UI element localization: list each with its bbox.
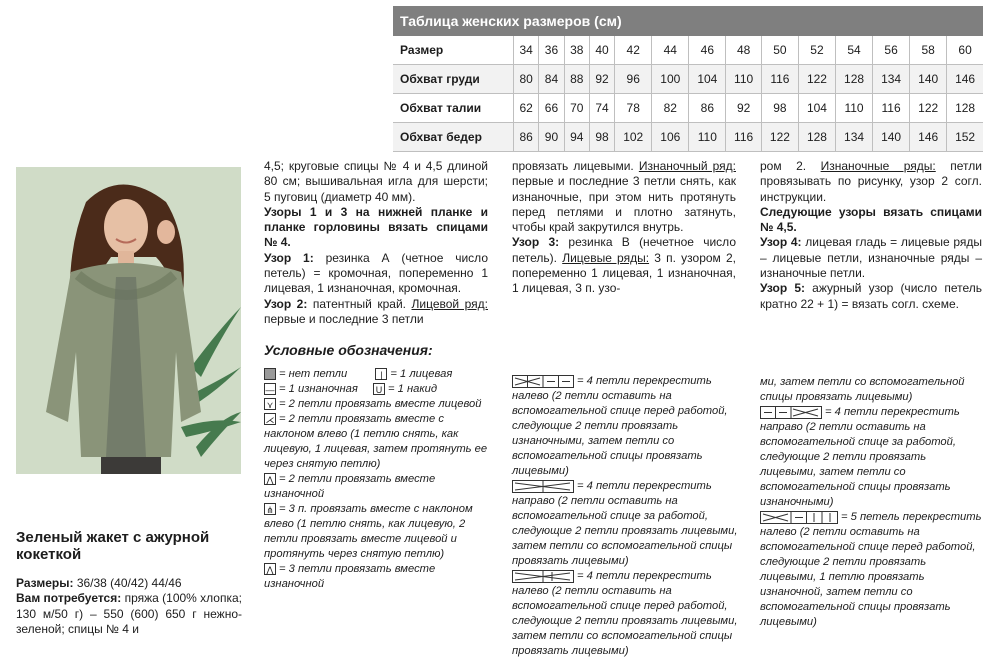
legend-text: = 4 петли перекрестить направо (2 петли оставить на вспомогательной спице за работой, следующие 2 петли провязать лицевыми, затем петли со вспомогательной спицы провязать изнаночными) [760, 406, 960, 508]
knit-row-label: Лицевой ряд: [411, 296, 488, 311]
materials-continued: 4,5; круговые спицы № 4 и 4,5 длиной 80 см; вышивальная игла для шерсти; 5 пуговиц (диаметр 40 мм). [264, 159, 488, 204]
size-table-cell: 92 [726, 94, 762, 123]
size-table-cell: 48 [726, 36, 762, 65]
size-table-cell: 84 [539, 65, 564, 94]
legend-text: = 2 петли провязать вместе с наклоном влево (1 петлю снять, как лицевую, 1 лицевая, затем протянуть ее через снятую петлю) [264, 413, 488, 470]
knit-icon: | [375, 368, 387, 380]
purl-icon: — [265, 385, 275, 396]
cable-5-left-icon [760, 511, 838, 524]
size-table-cell: 62 [514, 94, 539, 123]
legend-column-1 [264, 367, 492, 592]
pattern-3-continued [760, 159, 982, 205]
pattern-2-cont-text-2: первые и последние 3 петли снять, как изнаночные, при этом нить протянуть перед петлями и плотно затянуть, чтобы край закрутился внутрь. [512, 174, 736, 235]
size-table-cell: 116 [761, 65, 798, 94]
sizes-label: Размеры: [16, 576, 74, 590]
size-table-row-label: Обхват бедер [393, 123, 514, 152]
size-table-cell: 50 [761, 36, 798, 65]
instructions-column-2 [512, 159, 736, 297]
legend-row-cable-5 [760, 510, 982, 630]
materials-value: пряжа (100% хлопка; 130 м/50 г) – 550 (600) 650 г нежно-зеленой; спицы № 4 и [16, 591, 242, 636]
legend-continued-text: ми, затем петли со вспомогательной спицы провязать лицевыми) [760, 376, 965, 403]
pattern-3-cont-text-2: петли провязывать по рисунку, узор 2 согл. инструкции. [760, 159, 982, 204]
size-table-cell: 40 [589, 36, 614, 65]
size-table-cell: 102 [615, 123, 652, 152]
no-stitch-icon [264, 368, 276, 380]
size-table-row [393, 65, 983, 94]
cable-2-2-left-purl-icon [512, 375, 574, 388]
yarn-over-icon: U [373, 383, 385, 395]
legend-text: = 3 петли провязать вместе изнаночной [264, 563, 436, 590]
sizes-value: 36/38 (40/42) 44/46 [76, 576, 182, 590]
pattern-4-label: Узор 4: [760, 235, 802, 250]
size-table-cell: 54 [836, 36, 873, 65]
purl-rows-label: Изнаночные ряды: [820, 159, 936, 173]
size-table-cell: 36 [539, 36, 564, 65]
legend-column-2 [512, 374, 738, 659]
pattern-3-text [512, 235, 736, 296]
size-table-cell: 104 [689, 65, 726, 94]
ssk-icon: ⋌ [265, 415, 275, 426]
size-table-cell: 46 [689, 36, 726, 65]
model-photo [16, 167, 241, 474]
size-table-cell: 104 [798, 94, 835, 123]
size-table-cell: 74 [589, 94, 614, 123]
pattern-2-desc-2: первые и последние 3 петли [264, 311, 424, 326]
materials-label: Вам потребуется: [16, 591, 122, 606]
materials-line [16, 591, 242, 637]
size-table-cell: 44 [652, 36, 689, 65]
size-table-cell: 110 [689, 123, 726, 152]
legend-row-ssk [264, 412, 492, 472]
pattern-2-label: Узор 2: [264, 296, 308, 311]
size-table-cell: 140 [910, 65, 947, 94]
size-table-cell: 116 [873, 94, 910, 123]
size-table-cell: 86 [689, 94, 726, 123]
size-table-cell: 58 [910, 36, 947, 65]
size-table-row-label: Размер [393, 36, 514, 65]
legend-row-cable-right-purl [760, 405, 982, 510]
patterns-1-3-note: Узоры 1 и 3 на нижней планке и планке горловины вязать спицами № 4. [264, 204, 488, 250]
size-table-cell: 140 [873, 123, 910, 152]
size-table-row-label: Обхват груди [393, 65, 514, 94]
size-table-row-label: Обхват талии [393, 94, 514, 123]
legend-text: = 2 петли провязать вместе лицевой [279, 398, 482, 410]
size-table-cell: 134 [836, 123, 873, 152]
size-table-cell: 106 [652, 123, 689, 152]
pattern-5-text [760, 281, 982, 312]
size-table-cell: 42 [615, 36, 652, 65]
legend-row-cable-left-purl [512, 374, 738, 479]
legend-row-p3tog [264, 562, 492, 592]
size-table-cell: 100 [652, 65, 689, 94]
pattern-2-cont-text: провязать лицевыми. [512, 159, 634, 173]
size-table-cell: 78 [615, 94, 652, 123]
size-table-cell: 110 [836, 94, 873, 123]
legend-text: = 1 лицевая [390, 368, 453, 380]
size-table-title: Таблица женских размеров (см) [393, 6, 983, 36]
size-table-cell: 82 [652, 94, 689, 123]
p2tog-icon: ⋀ [264, 473, 276, 485]
legend-row-cable-right [512, 479, 738, 569]
pattern-2-continued [512, 159, 736, 235]
article-info [16, 576, 242, 637]
legend-row-cable-left [512, 569, 738, 659]
size-table-cell: 122 [910, 94, 947, 123]
size-table-cell: 88 [564, 65, 589, 94]
size-table-cell: 128 [798, 123, 835, 152]
pattern-2-text [264, 297, 488, 328]
pattern-5-label: Узор 5: [760, 281, 805, 296]
legend-row-k2tog [264, 397, 492, 412]
size-table-cell: 90 [539, 123, 564, 152]
pattern-3-desc: резинка В (нечетное число петель). [512, 235, 736, 265]
size-table-cell: 134 [873, 65, 910, 94]
size-table-cell: 56 [873, 36, 910, 65]
pattern-1-desc: резинка А (четное число петель) = кромочная, попеременно 1 лицевая, 1 изнаночная, кромочная. [264, 250, 488, 296]
legend-row-purl [264, 382, 492, 397]
legend-text: = 2 петли провязать вместе изнаночной [264, 473, 436, 500]
article-title: Зеленый жакет с ажурной кокеткой [16, 529, 210, 563]
pattern-5-desc: ажурный узор (число петель кратно 22 + 1) = вязать согл. схеме. [760, 281, 982, 311]
size-table [393, 6, 983, 152]
pattern-1-label: Узор 1: [264, 250, 314, 265]
size-table-cell: 92 [589, 65, 614, 94]
cable-2-2-right-icon [512, 480, 574, 493]
legend-text: = 4 петли перекрестить налево (2 петли оставить на вспомогательной спице перед работой, следующие 2 петли провязать изнаночными, затем петли со вспомогательной спицы провязать лицевыми) [512, 375, 728, 477]
sk2p-icon: ⋔ [264, 503, 276, 515]
size-table-cell: 34 [514, 36, 539, 65]
size-table-cell: 146 [910, 123, 947, 152]
pattern-4-desc: лицевая гладь = лицевые ряды – лицевые петли, изнаночные ряды – изнаночные петли. [760, 235, 982, 281]
size-table-cell: 80 [514, 65, 539, 94]
size-table-cell: 52 [798, 36, 835, 65]
size-table-cell: 66 [539, 94, 564, 123]
size-table-cell: 152 [947, 123, 983, 152]
sizes-line [16, 576, 242, 591]
legend-row-sk2p [264, 502, 492, 562]
knit-rows-label: Лицевые ряды: [562, 250, 650, 265]
legend-text: = нет петли [279, 368, 348, 380]
size-table-cell: 94 [564, 123, 589, 152]
pattern-2-desc: патентный край. [312, 296, 407, 311]
legend-row-no-stitch [264, 367, 492, 382]
legend-text: = 4 петли перекрестить налево (2 петли оставить на вспомогательной спице перед работой, следующие 2 петли провязать лицевыми, затем петли со вспомогательной спицы провязать лицевыми) [512, 570, 738, 657]
size-table-row [393, 36, 983, 65]
size-table-cell: 116 [726, 123, 762, 152]
legend-text: = 1 изнаночная [279, 383, 358, 395]
next-patterns-note: Следующие узоры вязать спицами № 4,5. [760, 204, 982, 235]
size-table-cell: 60 [947, 36, 983, 65]
size-table-cell: 146 [947, 65, 983, 94]
cable-2-2-left-icon [512, 570, 574, 583]
size-table-row [393, 94, 983, 123]
size-table-cell: 86 [514, 123, 539, 152]
size-table-cell: 128 [947, 94, 983, 123]
pattern-3-desc-2: 3 п. узором 2, попеременно 1 лицевая, 1 изнаночная, 1 лицевая, 3 п. узо- [512, 250, 736, 296]
instructions-column-1 [264, 159, 488, 327]
size-table-row [393, 123, 983, 152]
legend-column-3 [760, 375, 982, 630]
legend-row-p2tog [264, 472, 492, 502]
cable-2-2-right-purl-icon [760, 406, 822, 419]
size-table-cell: 110 [726, 65, 762, 94]
legend-text: = 1 накид [388, 383, 438, 395]
pattern-3-label: Узор 3: [512, 235, 560, 250]
size-table-cell: 98 [761, 94, 798, 123]
legend-text: = 4 петли перекрестить направо (2 петли оставить на вспомогательной спице за работой, следующие 2 петли провязать лицевыми, затем петли со вспомогательной спицы провязать лицевыми) [512, 480, 738, 567]
size-table-cell: 122 [798, 65, 835, 94]
size-table-cell: 38 [564, 36, 589, 65]
legend-title: Условные обозначения: [264, 342, 433, 358]
pattern-3-cont-text: ром 2. [760, 159, 807, 173]
k2tog-icon: ⋎ [264, 398, 276, 410]
size-table-cell: 70 [564, 94, 589, 123]
size-table-cell: 128 [836, 65, 873, 94]
legend-text: = 5 петель перекрестить налево (2 петли оставить на вспомогательной спице перед работой, следующие 2 петли провязать лицевыми, 1 петлю провязать изнаночной, затем петли со вспомогательной спицы провязать лицевыми) [760, 511, 982, 628]
purl-row-label: Изнаночный ряд: [638, 159, 736, 173]
instructions-column-3 [760, 159, 982, 312]
p3tog-icon: ⋀ [264, 563, 276, 575]
pattern-1-text [264, 251, 488, 297]
size-table-cell: 122 [761, 123, 798, 152]
size-table-cell: 96 [615, 65, 652, 94]
size-table-cell: 98 [589, 123, 614, 152]
pattern-4-text [760, 235, 982, 281]
legend-text: = 3 п. провязать вместе с наклоном влево (1 петлю снять, как лицевую, 2 петли провязать вместе лицевой и протянуть через снятую петлю) [264, 503, 473, 560]
